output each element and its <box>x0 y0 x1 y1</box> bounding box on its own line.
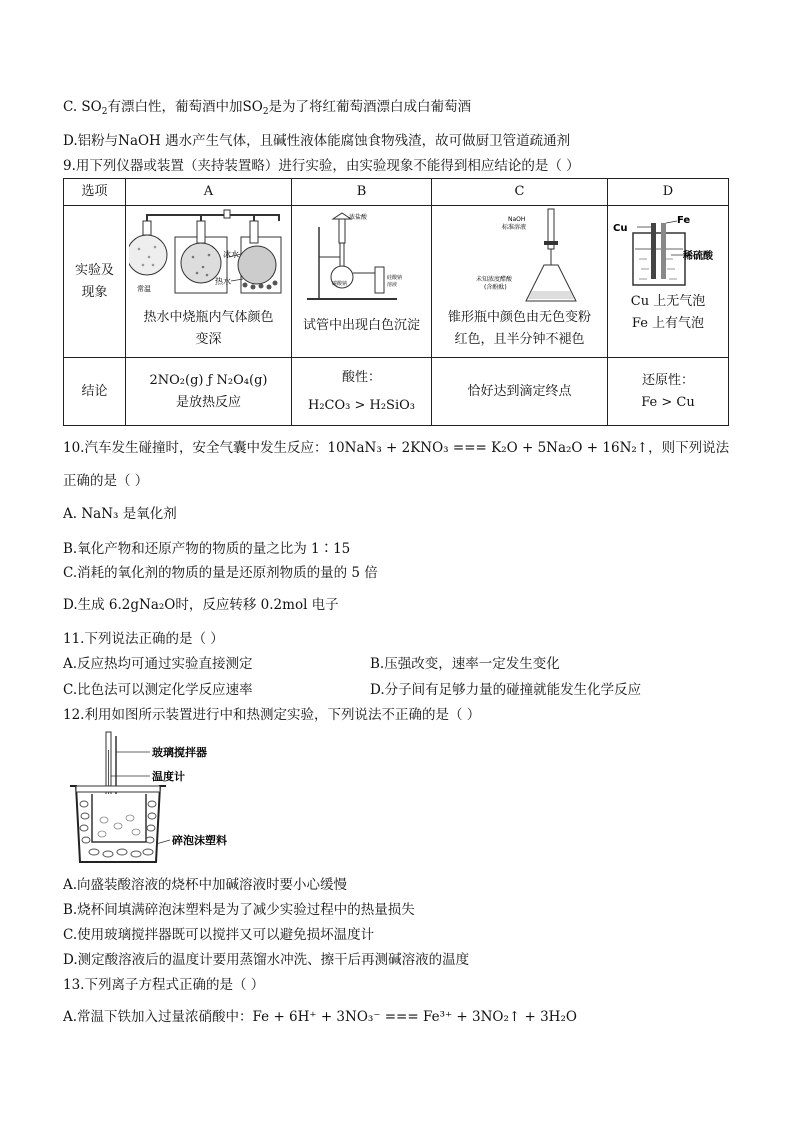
header-option: 选项 <box>64 179 126 206</box>
row-conclusion-label: 结论 <box>64 358 126 426</box>
svg-text:冰水: 冰水 <box>222 249 239 259</box>
svg-text:Cu: Cu <box>612 222 627 234</box>
cell-a-phenomenon-2: 变深 <box>195 331 222 347</box>
q13-option-a: A.常温下铁加入过量浓硝酸中：Fe + 6H⁺ + 3NO₃⁻ === Fe³⁺ + 3NO₂↑ + 3H₂O <box>63 1009 577 1025</box>
cell-c-experiment <box>432 206 608 358</box>
q10-option-a: A. NaN₃ 是氧化剂 <box>63 506 177 522</box>
svg-text:温度计: 温度计 <box>152 770 185 783</box>
q12-option-d: D.测定酸溶液后的温度计要用蒸馏水冲洗、擦干后再测碱溶液的温度 <box>63 952 470 968</box>
hcl-na2co3-apparatus-figure <box>297 207 427 307</box>
cell-c-conclusion: 恰好达到滴定终点 <box>432 358 608 426</box>
cell-c-phenomenon-2: 红色，且半分钟不褪色 <box>454 331 585 347</box>
q12-option-b: B.烧杯间填满碎泡沫塑料是为了减少实验过程中的热量损失 <box>63 902 415 918</box>
header-c: C <box>432 179 608 206</box>
q11-stem: 11.下列说法正确的是（ ） <box>63 631 224 647</box>
cell-b-conclusion: 酸性： H₂CO₃ > H₂SiO₃ <box>292 358 432 426</box>
q11-option-b: B.压强改变，速率一定发生变化 <box>370 656 560 672</box>
svg-text:(含酚酞): (含酚酞) <box>483 283 507 291</box>
svg-text:玻璃搅拌器: 玻璃搅拌器 <box>152 746 207 759</box>
cell-c-phenomenon-1: 锥形瓶中颜色由无色变粉 <box>447 309 591 325</box>
row-experiment-label: 实验及 现象 <box>64 206 126 358</box>
q12-option-a: A.向盛装酸溶液的烧杯中加碱溶液时要小心缓慢 <box>63 877 348 893</box>
svg-text:常温: 常温 <box>136 284 151 293</box>
q11-option-c: C.比色法可以测定化学反应速率 <box>63 682 253 698</box>
cell-a-experiment <box>126 206 292 358</box>
q10-stem-1: 10.汽车发生碰撞时，安全气囊中发生反应：10NaN₃ + 2KNO₃ === K₂O + 5Na₂O + 16N₂↑，则下列说法 <box>63 440 730 456</box>
header-a: A <box>126 179 292 206</box>
q10-stem-2: 正确的是（ ） <box>63 473 149 489</box>
q10-option-d: D.生成 6.2gNa₂O时，反应转移 0.2mol 电子 <box>63 597 339 613</box>
cell-d-phenomenon-2: Fe 上有气泡 <box>631 315 705 331</box>
q9-table <box>63 178 729 426</box>
option-d-line: D.铝粉与NaOH 遇水产生气体，且碱性液体能腐蚀食物残渣，故可做厨卫管道疏通剂 <box>63 133 571 149</box>
svg-text:标准溶液: 标准溶液 <box>501 223 526 231</box>
svg-text:热水: 热水 <box>214 276 231 286</box>
cell-d-phenomenon-1: Cu 上无气泡 <box>630 293 706 309</box>
q11-option-d: D.分子间有足够力量的碰撞就能发生化学反应 <box>370 682 642 698</box>
q12-option-c: C.使用玻璃搅拌器既可以搅拌又可以避免损坏温度计 <box>63 927 375 943</box>
header-b: B <box>292 179 432 206</box>
q12-stem: 12.利用如图所示装置进行中和热测定实验，下列说法不正确的是（ ） <box>63 707 481 723</box>
svg-text:碎泡沫塑料: 碎泡沫塑料 <box>172 834 227 847</box>
svg-text:稀硫酸: 稀硫酸 <box>682 250 713 262</box>
svg-text:NaOH: NaOH <box>507 215 525 223</box>
q10-option-b: B.氧化产物和还原产物的物质的量之比为 1∶15 <box>63 541 351 557</box>
svg-text:溶液: 溶液 <box>386 281 397 288</box>
svg-text:碳酸钠: 碳酸钠 <box>331 280 347 287</box>
cell-d-conclusion: 还原性： Fe > Cu <box>608 358 729 426</box>
cell-a-conclusion: 2NO₂(g) ƒ N₂O₄(g) 是放热反应 <box>126 358 292 426</box>
svg-text:Fe: Fe <box>676 214 690 226</box>
calorimeter-figure <box>66 730 266 870</box>
header-d: D <box>608 179 729 206</box>
q11-option-a: A.反应热均可通过实验直接测定 <box>63 656 253 672</box>
svg-text:浓盐酸: 浓盐酸 <box>348 213 367 221</box>
cell-b-phenomenon: 试管中出现白色沉淀 <box>302 317 420 333</box>
option-c-line: C. $SO_2$有漂白性，葡萄酒中加$SO_2$是为了将红葡萄酒漂白成白葡萄酒 <box>63 99 472 117</box>
cell-b-experiment <box>292 206 432 358</box>
q13-stem: 13.下列离子方程式正确的是（ ） <box>63 977 265 993</box>
svg-text:硅酸钠: 硅酸钠 <box>386 274 402 281</box>
cell-a-phenomenon-1: 热水中烧瓶内气体颜色 <box>143 309 274 325</box>
cu-fe-acid-figure <box>611 207 726 291</box>
q10-option-c: C.消耗的氧化剂的物质的量是还原剂物质的量的 5 倍 <box>63 565 378 581</box>
cell-d-experiment <box>608 206 729 358</box>
titration-apparatus-figure <box>440 207 600 307</box>
no2-flask-apparatus-figure <box>129 207 289 307</box>
svg-text:未知浓度醋酸: 未知浓度醋酸 <box>475 275 512 283</box>
q9-stem: 9.用下列仪器或装置（夹持装置略）进行实验，由实验现象不能得到相应结论的是（ ） <box>63 158 580 174</box>
